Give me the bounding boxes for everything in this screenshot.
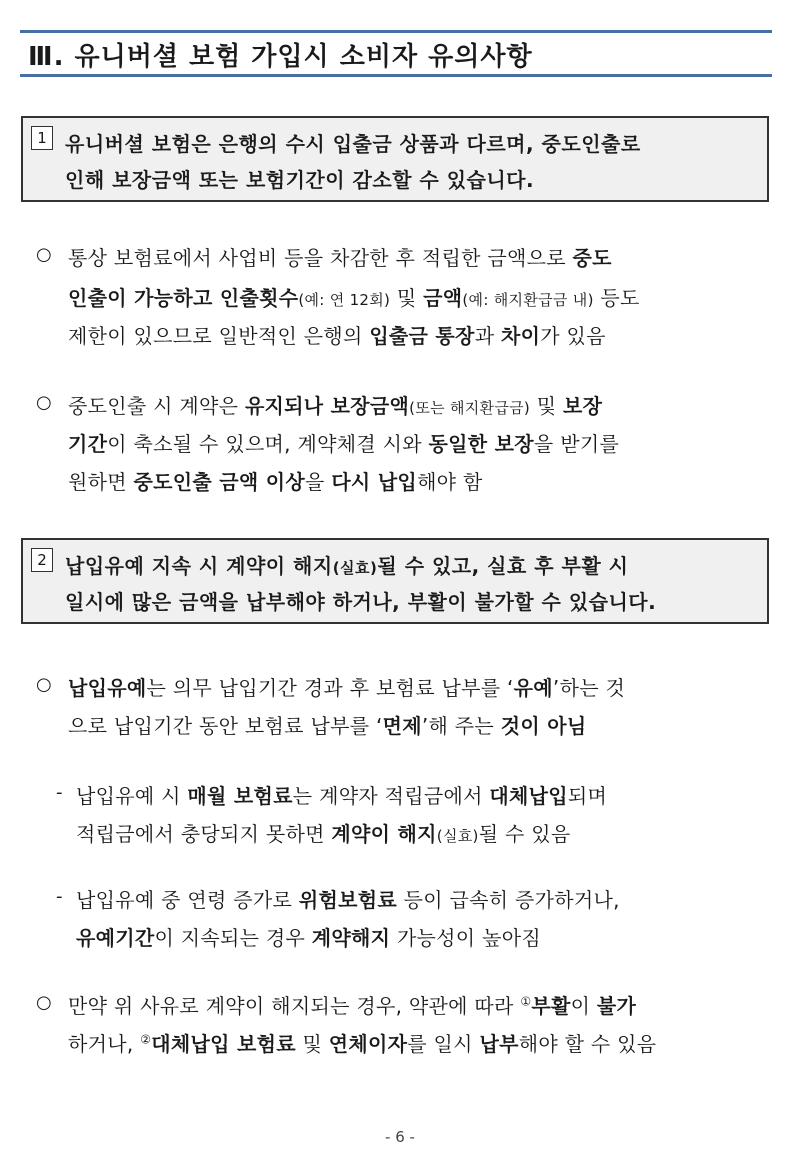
bullet-circle: ○	[36, 992, 52, 1013]
paragraph-line: 으로 납입기간 동안 보험료 납부를 ‘면제’해 주는 것이 아님	[68, 714, 587, 738]
header-rule-bottom	[20, 74, 772, 77]
paragraph-line: 제한이 있으므로 일반적인 은행의 입출금 통장과 차이가 있음	[68, 324, 606, 348]
box-line-1: 납입유예 지속 시 계약이 해지(실효)될 수 있고, 실효 후 부활 시	[65, 554, 629, 578]
paragraph-line: 만약 위 사유로 계약이 해지되는 경우, 약관에 따라 ①부활이 불가	[68, 994, 637, 1018]
page-number: - 6 -	[385, 1128, 415, 1146]
paragraph-line: 적립금에서 충당되지 못하면 계약이 해지(실효)될 수 있음	[76, 822, 571, 846]
paragraph-line: 중도인출 시 계약은 유지되나 보장금액(또는 해지환급금) 및 보장	[68, 394, 603, 418]
paragraph-line: 납입유예 시 매월 보험료는 계약자 적립금에서 대체납입되며	[76, 784, 608, 808]
bullet-circle: ○	[36, 244, 52, 265]
paragraph-line: 통상 보험료에서 사업비 등을 차감한 후 적립한 금액으로 중도	[68, 246, 612, 270]
notice-box-1	[21, 116, 769, 202]
box-number: 1	[31, 126, 53, 150]
bullet-circle: ○	[36, 674, 52, 695]
paragraph-line: 기간이 축소될 수 있으며, 계약체결 시와 동일한 보장을 받기를	[68, 432, 620, 456]
dash-marker: -	[56, 782, 63, 803]
bullet-circle: ○	[36, 392, 52, 413]
paragraph-line: 납입유예는 의무 납입기간 경과 후 보험료 납부를 ‘유예’하는 것	[68, 676, 626, 700]
paragraph-line: 원하면 중도인출 금액 이상을 다시 납입해야 함	[68, 470, 483, 494]
box-line-1: 유니버셜 보험은 은행의 수시 입출금 상품과 다르며, 중도인출로	[65, 132, 641, 156]
section-title: Ⅲ. 유니버셜 보험 가입시 소비자 유의사항	[28, 42, 533, 72]
paragraph-line: 하거나, ②대체납입 보험료 및 연체이자를 일시 납부해야 할 수 있음	[68, 1032, 657, 1056]
paragraph-line: 유예기간이 지속되는 경우 계약해지 가능성이 높아짐	[76, 926, 541, 950]
paragraph-line: 납입유예 중 연령 증가로 위험보험료 등이 급속히 증가하거나,	[76, 888, 620, 912]
header-rule-top	[20, 30, 772, 33]
box-line-2: 인해 보장금액 또는 보험기간이 감소할 수 있습니다.	[65, 168, 535, 192]
dash-marker: -	[56, 886, 63, 907]
box-number: 2	[31, 548, 53, 572]
notice-box-2	[21, 538, 769, 624]
box-line-2: 일시에 많은 금액을 납부해야 하거나, 부활이 불가할 수 있습니다.	[65, 590, 657, 614]
paragraph-line: 인출이 가능하고 인출횟수(예: 연 12회) 및 금액(예: 해지환급금 내) 등도	[68, 286, 640, 310]
